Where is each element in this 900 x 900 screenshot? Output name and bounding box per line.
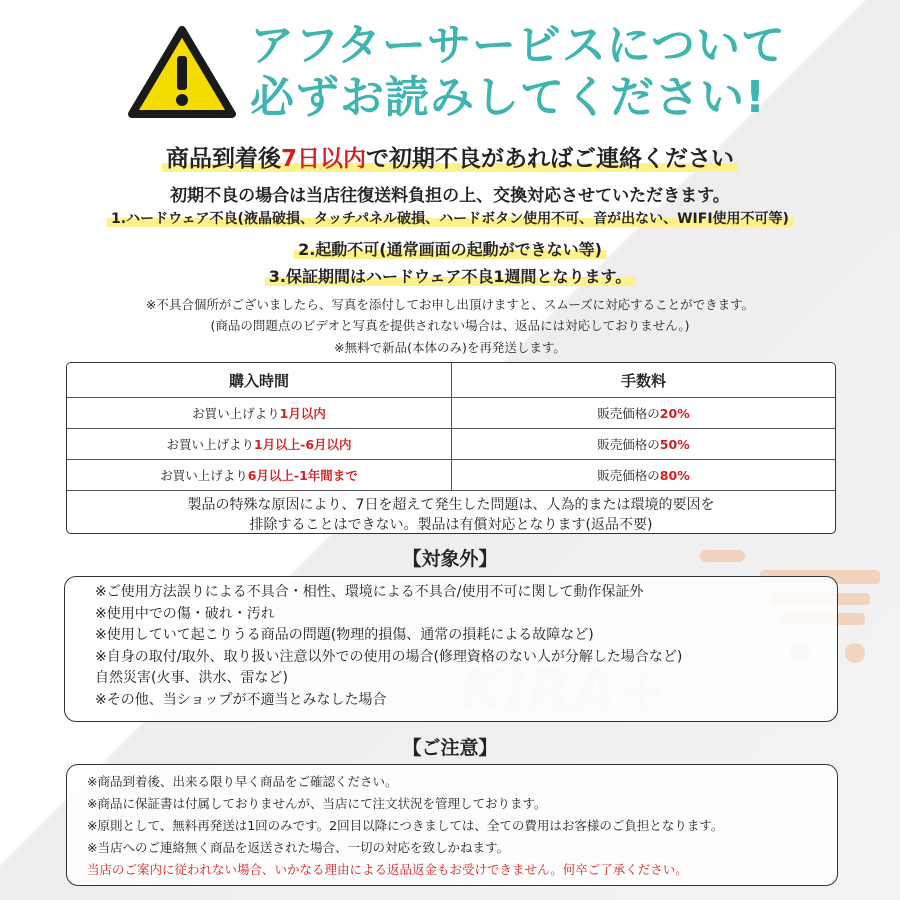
table-header-row	[67, 363, 835, 398]
list-item: ※その他、当ショップが不適当とみなした場合	[95, 691, 387, 708]
headline	[0, 140, 900, 173]
header-purchase-time: 購入時間	[67, 363, 452, 397]
table-row	[67, 460, 835, 491]
list-item: ※使用していて起こりうる商品の問題(物理的損傷、通常の損耗による故障など)	[95, 627, 594, 643]
note-video: (商品の問題点のビデオと写真を提供されない場合は、返品には対応しておりません。)	[210, 318, 690, 333]
fee-cell	[452, 398, 835, 428]
headline-days: 7日以内	[280, 146, 366, 172]
header-fee: 手数料	[620, 371, 666, 390]
list-item: ※当店へのご連絡無く商品を返送された場合、一切の対応を致しかねます。	[87, 840, 509, 855]
fee-table	[66, 362, 836, 534]
table-note	[67, 491, 835, 534]
period-value: 1月以内	[279, 406, 326, 421]
list-item: ※ご使用方法誤りによる不具合・相性、環境による不具合/使用不可に関して動作保証外	[95, 584, 644, 600]
period-pre: お買い上げより	[192, 406, 280, 421]
note-photo: ※不具合個所がございましたら、写真を添付してお申し出頂けますと、スムーズに対応することができます。	[145, 297, 755, 312]
period-cell	[67, 398, 452, 428]
fee-value: 80%	[659, 467, 690, 483]
fee-pre: 販売価格の	[597, 468, 660, 483]
table-row	[67, 398, 835, 429]
list-item: ※商品到着後、出来る限り早く商品をご確認ください。	[87, 774, 398, 789]
page-title	[250, 20, 870, 124]
exclusions-heading: 【対象外】	[402, 548, 498, 570]
exchange-policy: 初期不良の場合は当店往復送料負担の上、交換対応させていただきます。	[170, 186, 730, 206]
list-item: ※商品に保証書は付属しておりませんが、当店にて注文状況を管理しております。	[87, 796, 547, 811]
note-resend: ※無料で新品(本体のみ)を再発送します。	[334, 340, 566, 355]
fee-cell	[452, 460, 835, 490]
list-item: ※使用中での傷・破れ・汚れ	[95, 605, 275, 622]
fee-value: 20%	[659, 405, 690, 421]
defect-item-2	[0, 237, 900, 260]
headline-post: で初期不良があればご連絡ください	[366, 146, 734, 172]
list-item: 自然災害(火事、洪水、雷など)	[95, 670, 288, 686]
defect-item-1	[0, 208, 900, 228]
period-value: 6月以上-1年間まで	[247, 468, 358, 483]
period-pre: お買い上げより	[166, 437, 254, 452]
headline-pre: 商品到着後	[165, 146, 281, 172]
cautions-box	[66, 764, 838, 886]
defect-item-3-text: 3.保証期間はハードウェア不良1週間となります。	[269, 264, 631, 287]
period-value: 1月以上-6月以内	[253, 437, 352, 452]
title-line-2: 必ずお読みしてください!	[250, 72, 767, 123]
title-line-1: アフターサービスについて	[250, 20, 787, 71]
defect-item-1-text: 1.ハードウェア不良(液晶破損、タッチパネル破損、ハードボタン使用不可、音が出ない、WIFI使用不可等)	[111, 208, 789, 228]
cautions-heading: 【ご注意】	[402, 737, 498, 759]
fee-cell	[452, 429, 835, 459]
defect-item-2-text: 2.起動不可(通常画面の起動ができない等)	[298, 237, 602, 260]
warning-triangle-icon	[128, 26, 236, 118]
fee-pre: 販売価格の	[597, 437, 660, 452]
list-item: ※自身の取付/取外、取り扱い注意以外での使用の場合(修理資格のない人が分解した場合など)	[95, 648, 683, 665]
period-pre: お買い上げより	[160, 468, 248, 483]
exclusions-box	[64, 576, 838, 722]
table-note-line-1: 製品の特殊な原因により、7日を超えて発生した問題は、人為的または環境的要因を	[187, 497, 715, 513]
table-note-line-2: 排除することはできない。製品は有償対応となります(返品不要)	[249, 517, 653, 533]
fee-value: 50%	[659, 436, 690, 452]
period-cell	[67, 429, 452, 459]
period-cell	[67, 460, 452, 490]
fee-pre: 販売価格の	[597, 406, 660, 421]
return-warning: 当店のご案内に従われない場合、いかなる理由による返品返金もお受けできません。何卒ご了承ください。	[87, 862, 688, 877]
defect-item-3	[0, 264, 900, 287]
table-row	[67, 429, 835, 460]
list-item: ※原則として、無料再発送は1回のみです。2回目以降につきましては、全ての費用はお客様のご負担となります。	[87, 818, 724, 833]
